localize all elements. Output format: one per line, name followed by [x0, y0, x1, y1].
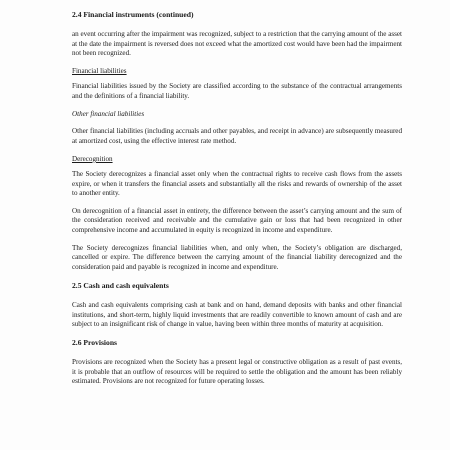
subheading-derecognition: Derecognition	[72, 154, 113, 163]
section-heading-financial-instruments: 2.4 Financial instruments (continued)	[72, 10, 194, 19]
paragraph-derecognition-assets: The Society derecognizes a financial asset only when the contractual rights to receive cash flows from the assets expire, or when it transfers the financial assets and substantially all the risks and rewards of ownership of the asset to another entity.	[72, 170, 402, 197]
paragraph-financial-liabilities: Financial liabilities issued by the Society are classified according to the substance of the contractual arrangements and the definitions of a financial liability.	[72, 82, 402, 100]
paragraph-cash-equivalents: Cash and cash equivalents comprising cash at bank and on hand, demand deposits with banks and other financial institutions, and short-term, highly liquid investments that are readily convertible to known amount of cash and are subject to an insignificant risk of change in value, having been within three months of maturity at acquisition.	[72, 301, 402, 328]
subheading-financial-liabilities: Financial liabilities	[72, 67, 127, 76]
paragraph-derecognition-liabilities: The Society derecognizes financial liabilities when, and only when, the Society’s obligation are discharged, cancelled or expire. The difference between the carrying amount of the financial liability derecognized and the consideration paid and payable is recognized in income and expenditure.	[72, 244, 402, 271]
paragraph-impairment: an event occurring after the impairment was recognized, subject to a restriction that the carrying amount of the asset at the date the impairment is reversed does not exceed what the amortized cost would have been had the impairment not been recognized.	[72, 30, 402, 57]
section-heading-cash: 2.5 Cash and cash equivalents	[72, 280, 169, 290]
paragraph-provisions: Provisions are recognized when the Society has a present legal or constructive obligation as a result of past events, it is probable that an outflow of resources will be required to settle the obligation and the amount has been reliably estimated. Provisions are not recognized for future operating losses.	[72, 358, 402, 386]
subheading-other-financial-liabilities: Other financial liabilities	[72, 110, 145, 119]
paragraph-other-financial-liabilities: Other financial liabilities (including accruals and other payables, and receipt in advance) are subsequently measured at amortized cost, using the effective interest rate method.	[72, 127, 402, 145]
section-heading-provisions: 2.6 Provisions	[72, 338, 118, 348]
paragraph-derecognition-entirety: On derecognition of a financial asset in entirety, the difference between the asset’s carrying amount and the sum of the consideration received and receivable and the cumulative gain or loss that had been recognized in other comprehensive income and accumulated in equity is recognized in income and expenditure.	[72, 207, 402, 234]
